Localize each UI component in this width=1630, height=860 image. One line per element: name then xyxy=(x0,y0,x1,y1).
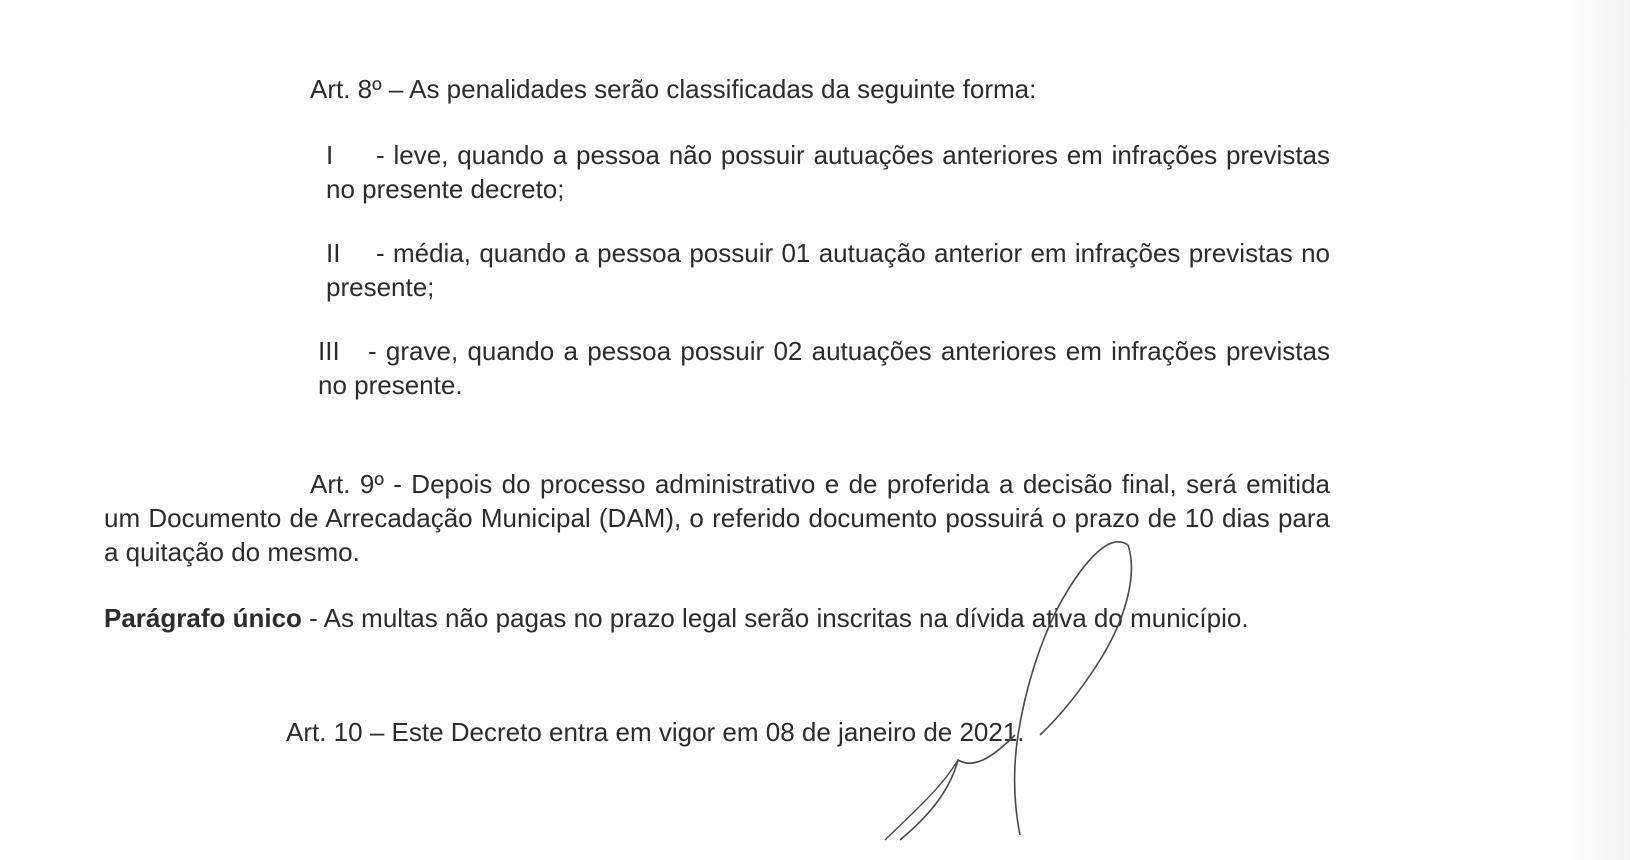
scan-edge-shadow xyxy=(1570,0,1630,860)
item-numeral: III xyxy=(318,336,340,366)
cut-off-previous-line xyxy=(0,0,1630,8)
article-8-item-3 xyxy=(318,334,1330,402)
article-8-item-2 xyxy=(326,236,1330,304)
item-text: - grave, quando a pessoa possuir 02 autuações anteriores em infrações previstas no presente. xyxy=(318,336,1330,400)
article-10: Art. 10 – Este Decreto entra em vigor em 08 de janeiro de 2021. xyxy=(286,717,1025,747)
article-9: Art. 9º - Depois do processo administrativo e de proferida a decisão final, será emitida um Documento de Arrecadação Municipal (DAM), o referido documento possuirá o prazo de 10 dias para a quitação do mesmo. xyxy=(104,469,1330,567)
paragrafo-unico-text: - As multas não pagas no prazo legal serão inscritas na dívida ativa do município. xyxy=(301,603,1249,633)
cut-off-text-fragment xyxy=(0,0,1630,8)
article-8-item-1 xyxy=(326,138,1330,206)
item-numeral: II xyxy=(326,238,341,268)
article-8-heading: Art. 8º – As penalidades serão classificadas da seguinte forma: xyxy=(310,74,1037,104)
paragrafo-unico-label: Parágrafo único xyxy=(104,603,302,633)
item-text: - média, quando a pessoa possuir 01 autuação anterior em infrações previstas no presente; xyxy=(326,238,1330,302)
item-numeral: I xyxy=(326,140,334,170)
paragrafo-unico xyxy=(104,601,1330,635)
item-text: - leve, quando a pessoa não possuir autuações anteriores em infrações previstas no presente decreto; xyxy=(326,140,1330,204)
